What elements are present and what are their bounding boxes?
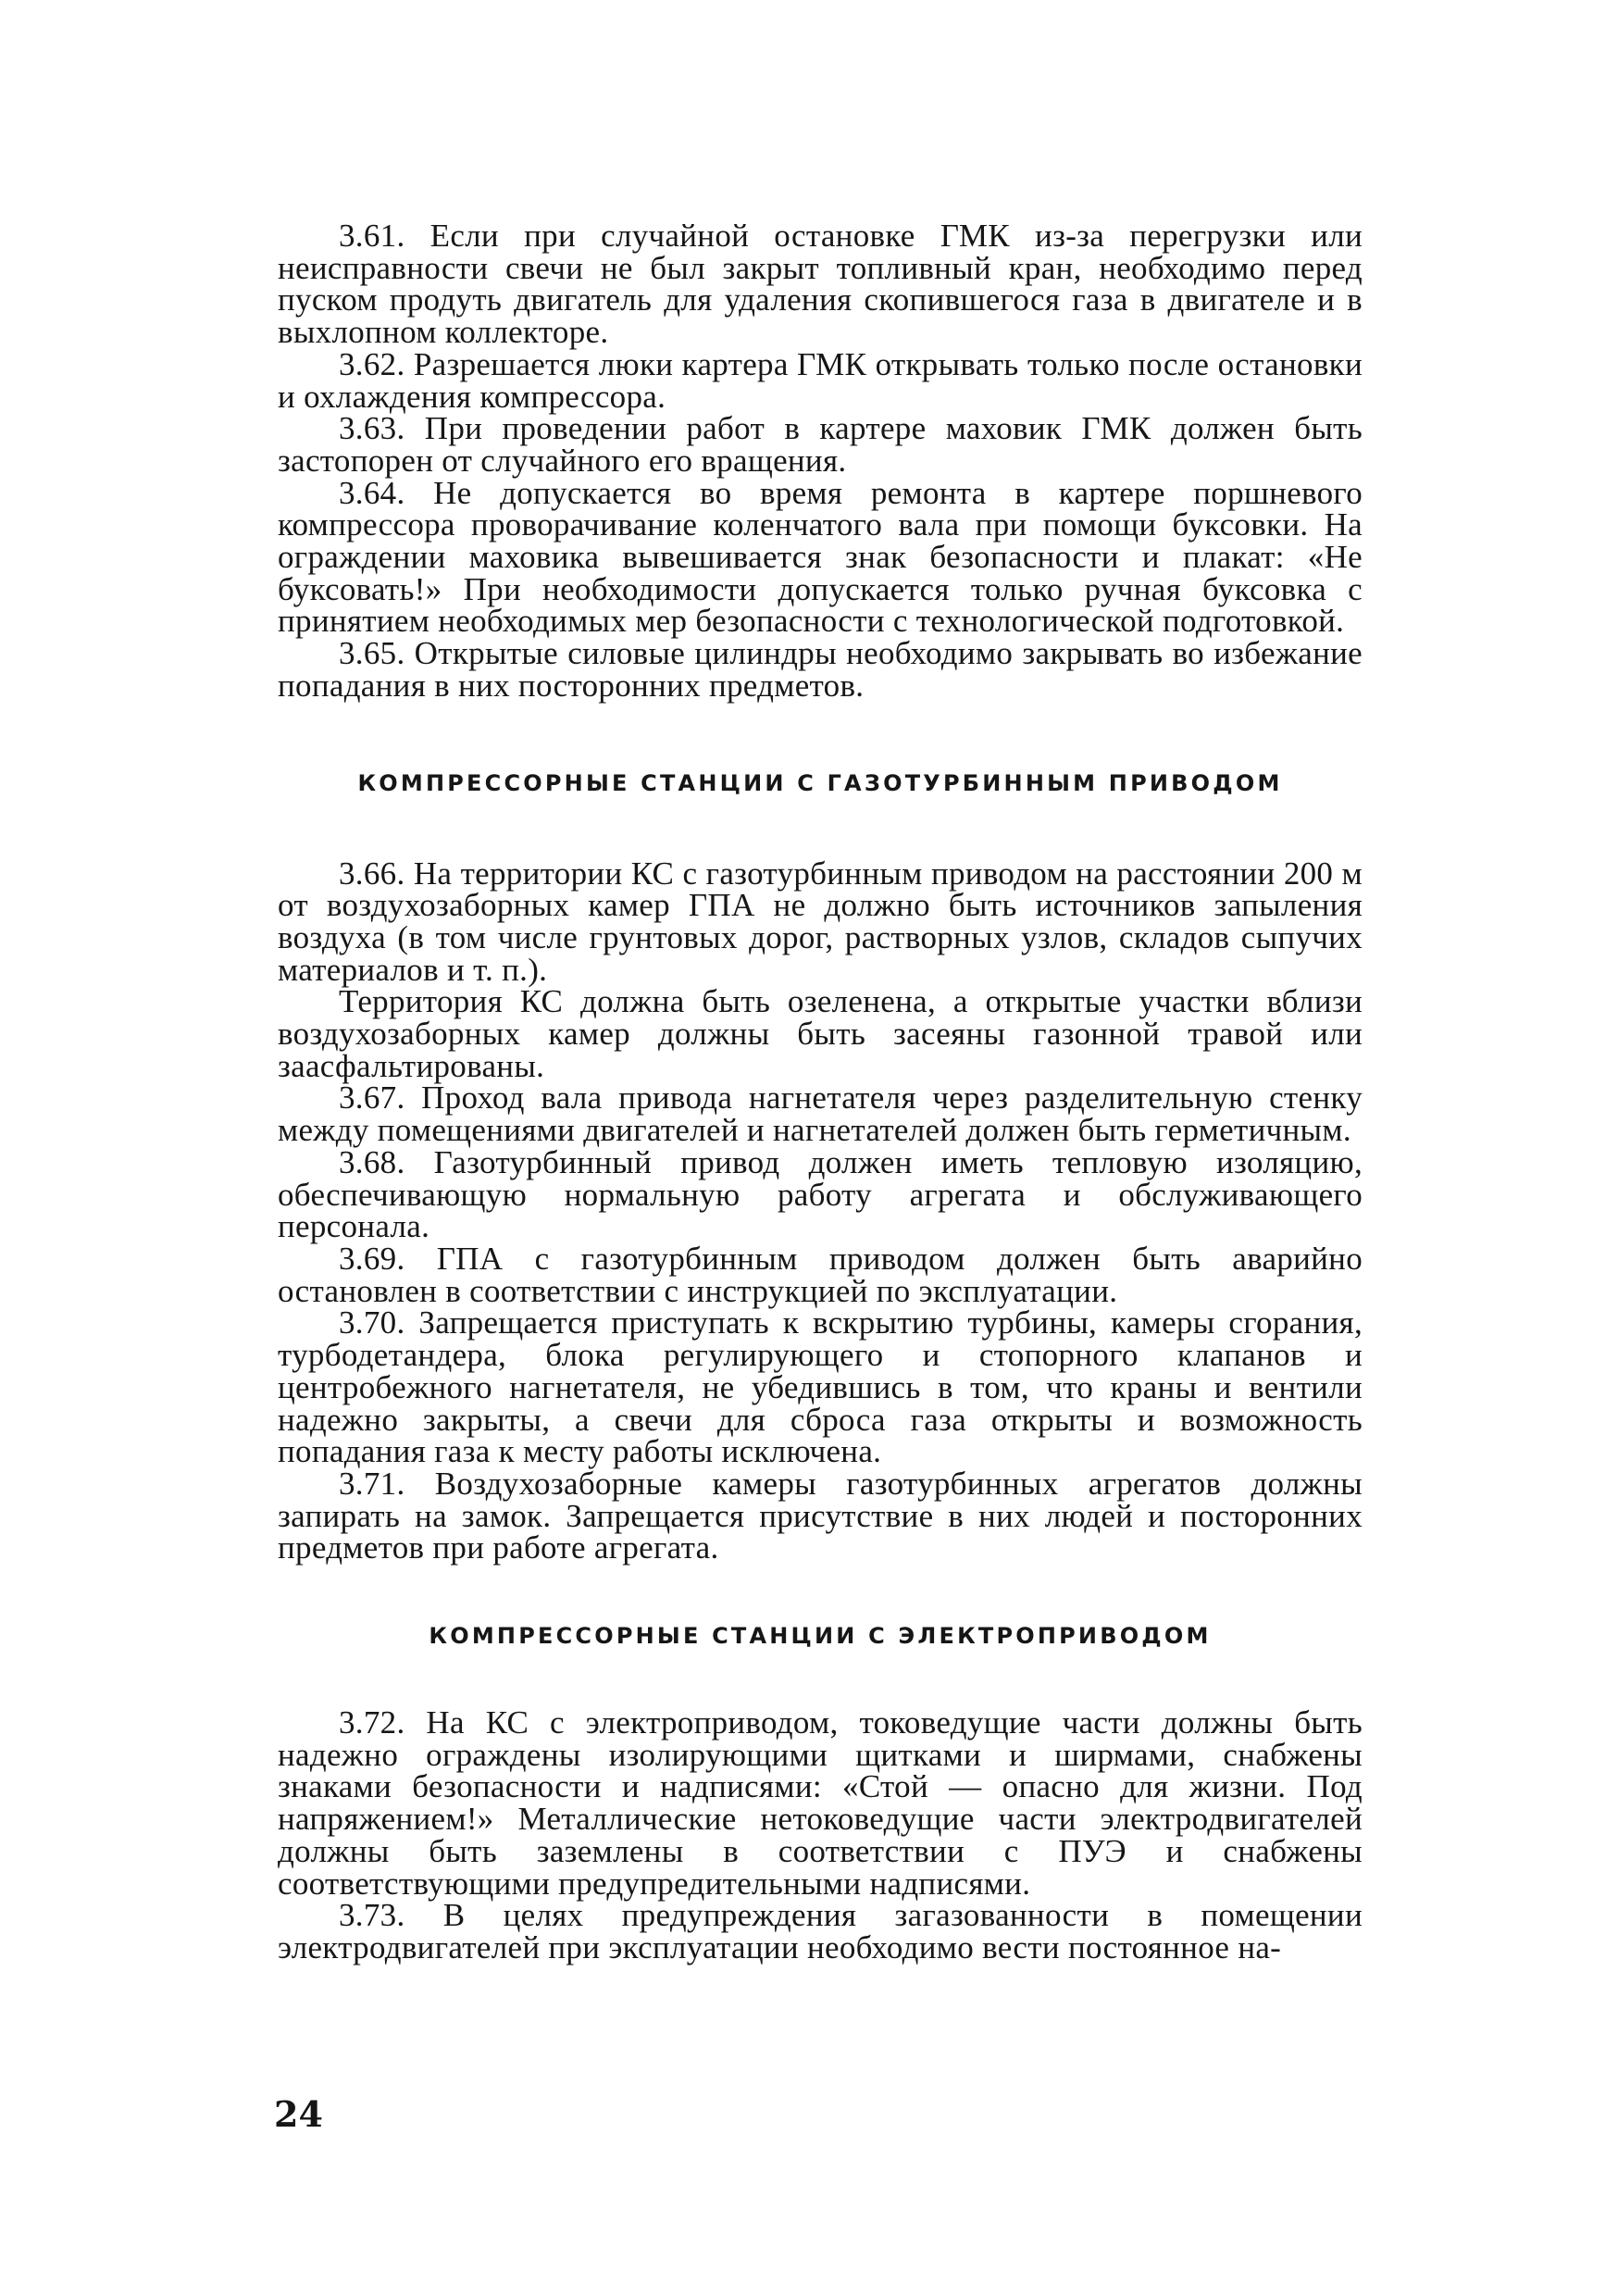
paragraph-3-68: 3.68. Газотурбинный привод должен иметь тепловую изоляцию, обеспечивающую нормальную работу агрегата и обслуживающего персонала. <box>278 1143 1363 1245</box>
paragraph-3-62: 3.62. Разрешается люки картера ГМК открывать только после остановки и охлаждения компрессора. <box>278 345 1363 415</box>
paragraph-3-66-territory: Территория КС должна быть озеленена, а открытые участки вблизи воздухозаборных камер должны быть засеяны газонной травой или заасфальтированы. <box>278 983 1363 1084</box>
paragraph-3-65: 3.65. Открытые силовые цилиндры необходимо закрывать во избежание попадания в них посторонних предметов. <box>278 635 1363 704</box>
section-heading-electric-drive: КОМПРЕССОРНЫЕ СТАНЦИИ С ЭЛЕКТРОПРИВОДОМ <box>429 1623 1212 1650</box>
paragraph-3-73: 3.73. В целях предупреждения загазованности в помещении электродвигателей при эксплуатации необходимо вести постоянное на- <box>278 1897 1363 1965</box>
paragraph-3-71: 3.71. Воздухозаборные камеры газотурбинных агрегатов должны запирать на замок. Запрещается присутствие в них людей и посторонних предметов при работе агрегата. <box>278 1465 1363 1566</box>
paragraph-3-63: 3.63. При проведении работ в картере маховик ГМК должен быть застопорен от случайного его вращения. <box>278 410 1363 479</box>
paragraph-3-64: 3.64. Не допускается во время ремонта в картере поршневого компрессора проворачивание коленчатого вала при помощи буксовки. На ограждении маховика вывешивается знак безопасности и плакат: «Не буксовать!» При необходимости допускается только ручная буксовка с принятием необходимых мер безопасности с технологической подготовкой. <box>278 474 1363 640</box>
section-heading-gas-turbine: КОМПРЕССОРНЫЕ СТАНЦИИ С ГАЗОТУРБИННЫМ ПРИВОДОМ <box>357 769 1283 796</box>
paragraph-3-72: 3.72. На КС с электроприводом, токоведущие части должны быть надежно ограждены изолирующими щитками и ширмами, снабжены знаками безопасности и надписями: «Стой — опасно для жизни. Под напряжением!» Металлические нетоковедущие части электродвигателей должны быть заземлены в соответствии с ПУЭ и снабжены соответствующими предупредительными надписями. <box>278 1704 1363 1902</box>
page-number: 24 <box>274 2093 323 2135</box>
paragraph-3-70: 3.70. Запрещается приступать к вскрытию турбины, камеры сгорания, турбодетандера, блока регулирующего и стопорного клапанов и центробежного нагнетателя, не убедившись в том, что краны и вентили надежно закрыты, а свечи для сброса газа открыты и возможность попадания газа к месту работы исключена. <box>278 1304 1363 1470</box>
paragraph-3-66: 3.66. На территории КС с газотурбинным приводом на расстоянии 200 м от воздухозаборных камер ГПА не должно быть источников запыления воздуха (в том числе грунтовых дорог, растворных узлов, складов сыпучих материалов и т. п.). <box>278 855 1363 988</box>
paragraph-3-61: 3.61. Если при случайной остановке ГМК из-за перегрузки или неисправности свечи не был закрыт топливный кран, необходимо перед пуском продуть двигатель для удаления скопившегося газа в двигателе и в выхлопном коллекторе. <box>278 218 1363 351</box>
paragraph-3-69: 3.69. ГПА с газотурбинным приводом должен быть аварийно остановлен в соответствии с инструкцией по эксплуатации. <box>278 1240 1363 1309</box>
page-body <box>278 220 1363 1965</box>
paragraph-3-67: 3.67. Проход вала привода нагнетателя через разделительную стенку между помещениями двигателей и нагнетателей должен быть герметичным. <box>278 1079 1363 1149</box>
